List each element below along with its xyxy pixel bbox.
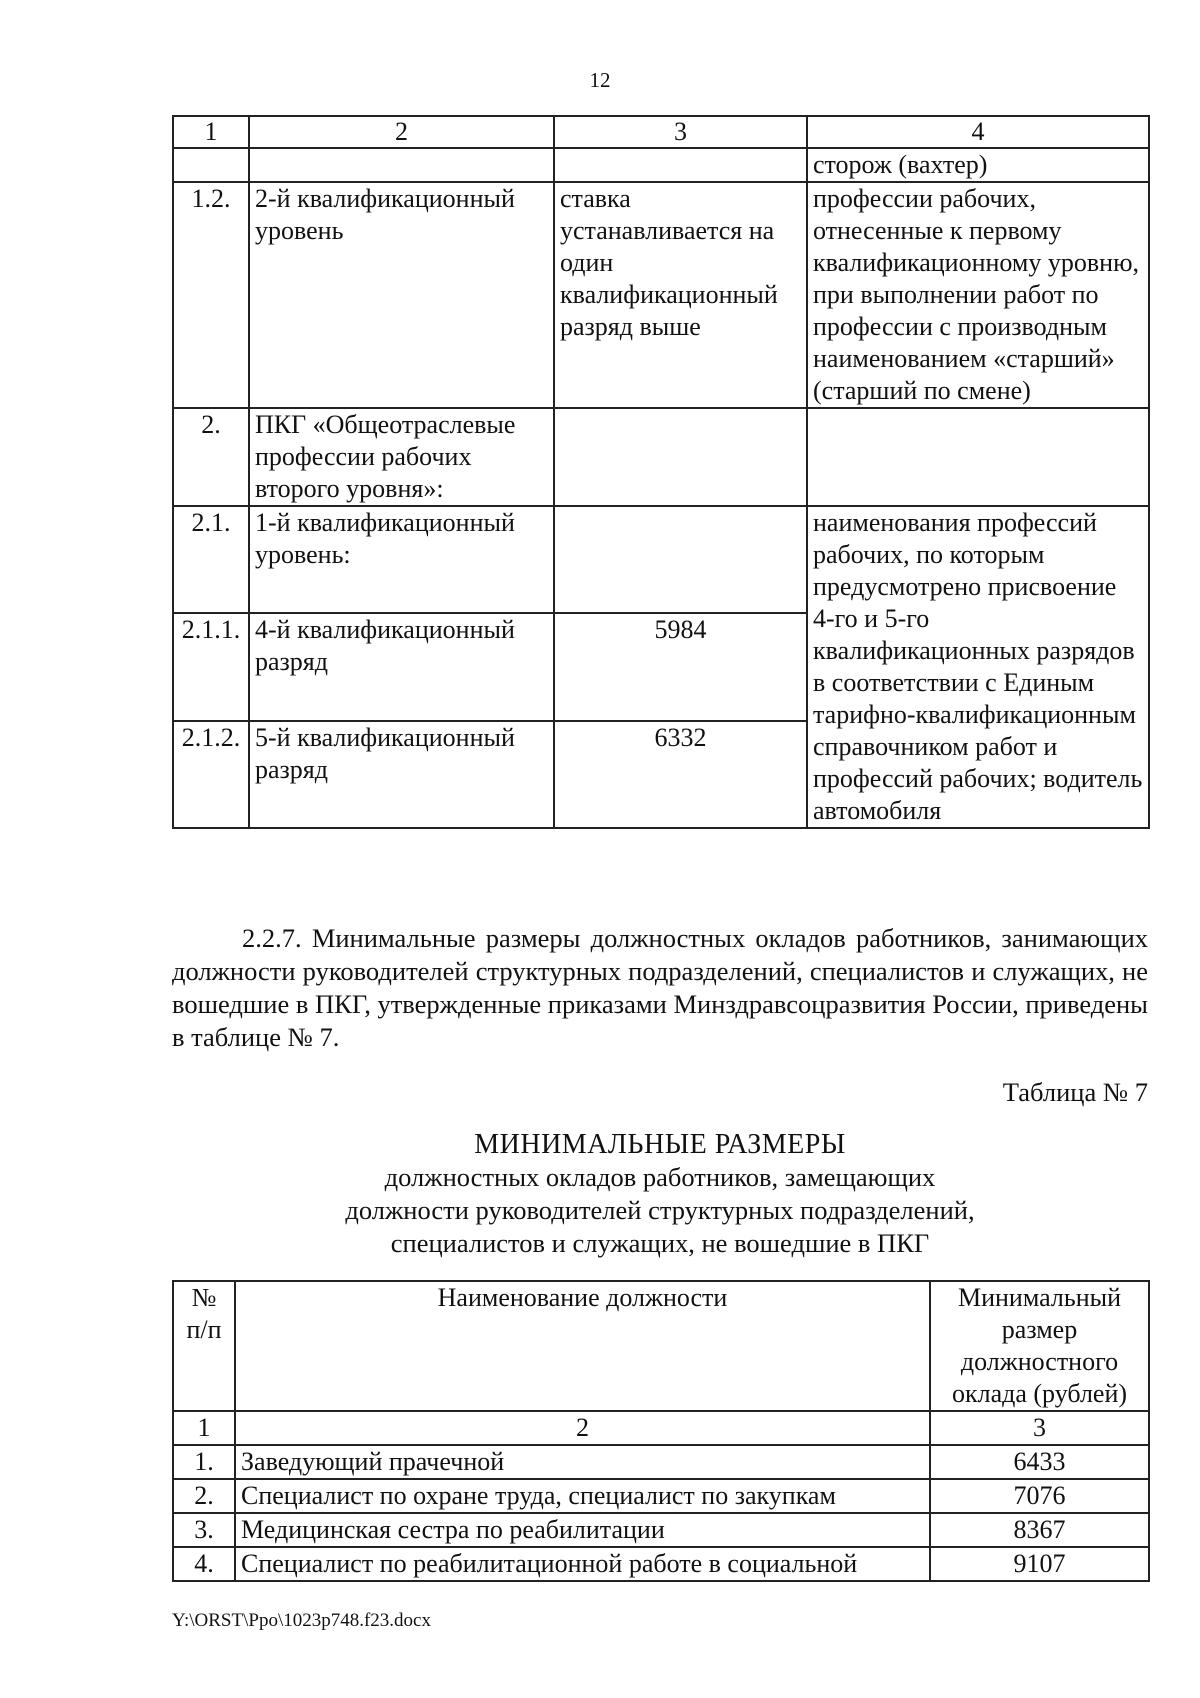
column-number: 2 <box>249 116 554 148</box>
column-number: 1 <box>173 116 249 148</box>
row-number: 3. <box>173 1513 235 1547</box>
column-number: 3 <box>930 1411 1149 1445</box>
column-number: 3 <box>554 116 807 148</box>
table-row <box>173 1513 1149 1547</box>
column-number: 1 <box>173 1411 235 1445</box>
row-number: 2.1. <box>173 506 249 613</box>
column-number: 4 <box>807 116 1149 148</box>
row-number: 1. <box>173 1445 235 1479</box>
row-number: 4. <box>173 1547 235 1581</box>
table-row <box>173 1547 1149 1581</box>
file-path-footer: Y:\ORST\Ppo\1023p748.f23.docx <box>172 1610 431 1631</box>
heading-line: должности руководителей структурных подразделений, <box>345 1195 975 1225</box>
salary-value: 8367 <box>930 1513 1149 1547</box>
position-name: Медицинская сестра по реабилитации <box>235 1513 930 1547</box>
table-row <box>173 1445 1149 1479</box>
row-number: 2.1.2. <box>173 721 249 828</box>
row-number: 2.1.1. <box>173 613 249 720</box>
row-number: 2. <box>173 408 249 506</box>
qualification-level: 1-й квалификационный уровень: <box>249 506 554 613</box>
table-row <box>173 182 1149 408</box>
column-number: 2 <box>235 1411 930 1445</box>
profession-description: профессии рабочих, отнесенные к первому квалификационному уровню, при выполнении работ по профессии с производным наименованием «старший» (старший по смене) <box>807 182 1149 408</box>
column-header-salary: Минимальный размер должностного оклада (рублей) <box>930 1281 1149 1411</box>
profession-description: сторож (вахтер) <box>807 148 1149 182</box>
page-number: 12 <box>589 68 611 92</box>
qualification-grade: 5-й квалификационный разряд <box>249 721 554 828</box>
table-row <box>173 408 1149 506</box>
row-number: 1.2. <box>173 182 249 408</box>
profession-description: наименования профессий рабочих, по которым предусмотрено присвоение 4-го и 5-го квалификационных разрядов в соответствии с Единым тарифно-квалификационным справочником работ и профессий рабочих; водитель автомобиля <box>807 506 1149 828</box>
rate-note: ставка устанавливается на один квалификационный разряд выше <box>554 182 807 408</box>
salary-value: 5984 <box>554 613 807 720</box>
salary-table <box>172 1280 1150 1582</box>
column-header-position: Наименование должности <box>235 1281 930 1411</box>
group-name: ПКГ «Общеотраслевые профессии рабочих второго уровня»: <box>249 408 554 506</box>
table-header-row <box>173 116 1149 148</box>
salary-value: 9107 <box>930 1547 1149 1581</box>
table-row <box>173 1479 1149 1513</box>
position-name: Специалист по реабилитационной работе в социальной <box>235 1547 930 1581</box>
salary-value: 6332 <box>554 721 807 828</box>
position-name: Специалист по охране труда, специалист по закупкам <box>235 1479 930 1513</box>
table-heading <box>172 1128 1148 1260</box>
salary-value: 7076 <box>930 1479 1149 1513</box>
salary-value: 6433 <box>930 1445 1149 1479</box>
heading-line: специалистов и служащих, не вошедшие в ПКГ <box>390 1228 930 1258</box>
qualification-grade: 4-й квалификационный разряд <box>249 613 554 720</box>
table-header-row <box>173 1281 1149 1411</box>
table-row <box>173 506 1149 613</box>
body-paragraph: 2.2.7. Минимальные размеры должностных окладов работников, занимающих должности руководителей структурных подразделений, специалистов и служащих, не вошедшие в ПКГ, утвержденные приказами Минздравсоцразвития России, приведены в таблице № 7. <box>172 923 1148 1052</box>
position-name: Заведующий прачечной <box>235 1445 930 1479</box>
column-header-number: № п/п <box>173 1281 235 1411</box>
table-label: Таблица № 7 <box>1002 1077 1148 1107</box>
table-row <box>173 148 1149 182</box>
row-number: 2. <box>173 1479 235 1513</box>
heading-title: МИНИМАЛЬНЫЕ РАЗМЕРЫ <box>474 1129 846 1160</box>
qualification-level: 2-й квалификационный уровень <box>249 182 554 408</box>
heading-line: должностных окладов работников, замещающих <box>384 1162 936 1192</box>
professions-table <box>172 115 1150 829</box>
column-numbering-row <box>173 1411 1149 1445</box>
